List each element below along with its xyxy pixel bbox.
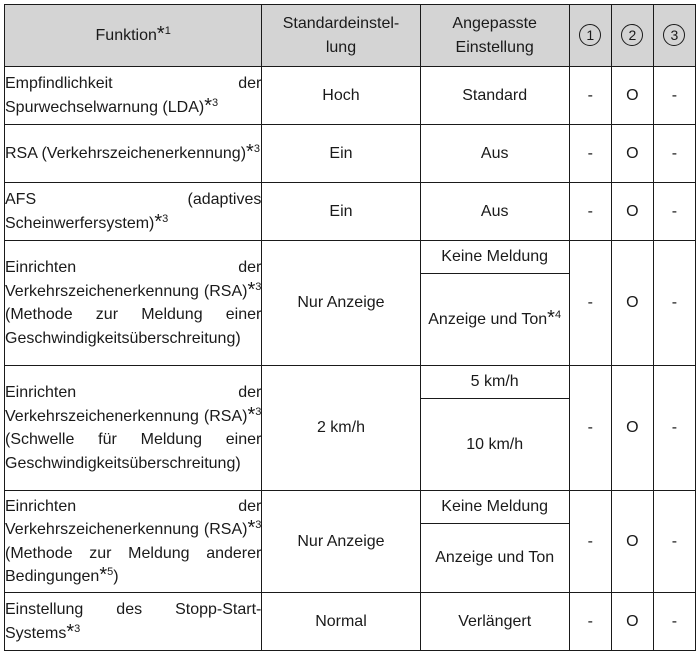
custom-cell: 5 km/h (420, 366, 569, 399)
footnote-star: * (246, 140, 254, 163)
mark-cell-1: - (569, 125, 611, 183)
function-text: Einstellung des Stopp-Start-Systems (5, 601, 262, 642)
mark-cell-1: - (569, 366, 611, 491)
header-function-note: 1 (164, 24, 171, 37)
mark-cell-1: - (569, 183, 611, 241)
default-cell: Hoch (262, 67, 420, 125)
footnote-ref: 3 (253, 142, 260, 155)
mark-cell-2: O (611, 67, 653, 125)
mark-cell-1: - (569, 593, 611, 651)
mark-cell-3: - (653, 125, 695, 183)
footnote-star: * (99, 564, 108, 586)
footnote-ref: 3 (255, 519, 262, 531)
footnote-ref: 3 (212, 96, 219, 109)
header-custom (420, 5, 569, 67)
function-cell (5, 241, 262, 366)
header-default-label: Standardeinstel- lung (282, 15, 400, 56)
header-custom-label: Angepasste Einstellung (452, 15, 537, 56)
table-row (5, 491, 696, 524)
circled-number-2: 2 (621, 24, 643, 46)
function-text: Einrichten der Verkehrszeichenerkennung (RSA) (5, 384, 262, 425)
function-detail-text: (Methode zur Meldung anderer Bedingungen (5, 544, 262, 585)
mark-cell-2: O (611, 491, 653, 593)
settings-table (4, 4, 696, 651)
table-row (5, 67, 696, 125)
function-cell (5, 491, 262, 593)
function-text: RSA (Verkehrszeichenerkennung) (5, 144, 247, 162)
function-cell (5, 366, 262, 491)
mark-cell-3: - (653, 593, 695, 651)
header-col-1 (569, 5, 611, 67)
custom-cell: Aus (420, 125, 569, 183)
footnote-ref: 5 (107, 566, 114, 578)
custom-cell: Verlängert (420, 593, 569, 651)
footnote-ref: 3 (255, 280, 262, 293)
default-cell: Normal (262, 593, 420, 651)
default-cell: Ein (262, 125, 420, 183)
custom-cell: Anzeige und Ton (420, 524, 569, 593)
header-function (5, 5, 262, 67)
mark-cell-1: - (569, 491, 611, 593)
circled-number-1: 1 (579, 24, 601, 46)
mark-cell-2: O (611, 366, 653, 491)
header-default (262, 5, 420, 67)
table-row (5, 593, 696, 651)
custom-cell: Aus (420, 183, 569, 241)
footnote-ref: 3 (255, 405, 262, 418)
mark-cell-2: O (611, 593, 653, 651)
footnote-star: * (247, 517, 256, 539)
mark-cell-2: O (611, 183, 653, 241)
custom-cell (420, 274, 569, 366)
function-text: AFS (adaptives Scheinwerfersystem) (5, 191, 262, 232)
default-cell: Nur Anzeige (262, 241, 420, 366)
function-cell (5, 593, 262, 651)
function-text: Empfindlichkeit der Spurwechselwarnung (LDA) (5, 75, 262, 116)
table-row (5, 125, 696, 183)
function-cell (5, 67, 262, 125)
footnote-star: * (154, 210, 163, 233)
table-row (5, 183, 696, 241)
mark-cell-2: O (611, 125, 653, 183)
custom-cell: Keine Meldung (420, 491, 569, 524)
header-col-3 (653, 5, 695, 67)
footnote-ref: 3 (162, 212, 169, 225)
default-cell: 2 km/h (262, 366, 420, 491)
function-detail-end: ) (113, 568, 119, 585)
footnote-star: * (156, 22, 165, 45)
table-row (5, 241, 696, 274)
mark-cell-3: - (653, 241, 695, 366)
mark-cell-1: - (569, 241, 611, 366)
footnote-star: * (247, 403, 256, 426)
mark-cell-1: - (569, 67, 611, 125)
mark-cell-2: O (611, 241, 653, 366)
footnote-ref: 3 (74, 622, 81, 635)
header-row (5, 5, 696, 67)
header-function-label: Funktion (95, 26, 157, 44)
footnote-ref: 4 (554, 308, 562, 321)
footnote-star: * (66, 620, 75, 643)
footnote-star: * (204, 94, 212, 117)
mark-cell-3: - (653, 366, 695, 491)
mark-cell-3: - (653, 67, 695, 125)
custom-text: Anzeige und Ton (428, 310, 548, 328)
header-col-2 (611, 5, 653, 67)
function-text: Einrichten der Verkehrszeichenerkennung (RSA) (5, 259, 262, 300)
function-cell (5, 125, 262, 183)
custom-cell: Standard (420, 67, 569, 125)
function-detail-text: (Schwelle für Meldung einer Geschwindigkeitsüberschreitung) (5, 431, 262, 472)
custom-cell: 10 km/h (420, 399, 569, 491)
function-text: Einrichten der Verkehrszeichenerkennung (RSA) (5, 497, 262, 538)
mark-cell-3: - (653, 491, 695, 593)
default-cell: Ein (262, 183, 420, 241)
function-cell (5, 183, 262, 241)
default-cell: Nur Anzeige (262, 491, 420, 593)
footnote-star: * (247, 278, 256, 301)
footnote-star: * (547, 306, 555, 329)
circled-number-3: 3 (663, 24, 685, 46)
custom-cell: Keine Meldung (420, 241, 569, 274)
mark-cell-3: - (653, 183, 695, 241)
table-row (5, 366, 696, 399)
function-detail-text: (Methode zur Meldung einer Geschwindigkeitsüberschreitung) (5, 306, 262, 347)
